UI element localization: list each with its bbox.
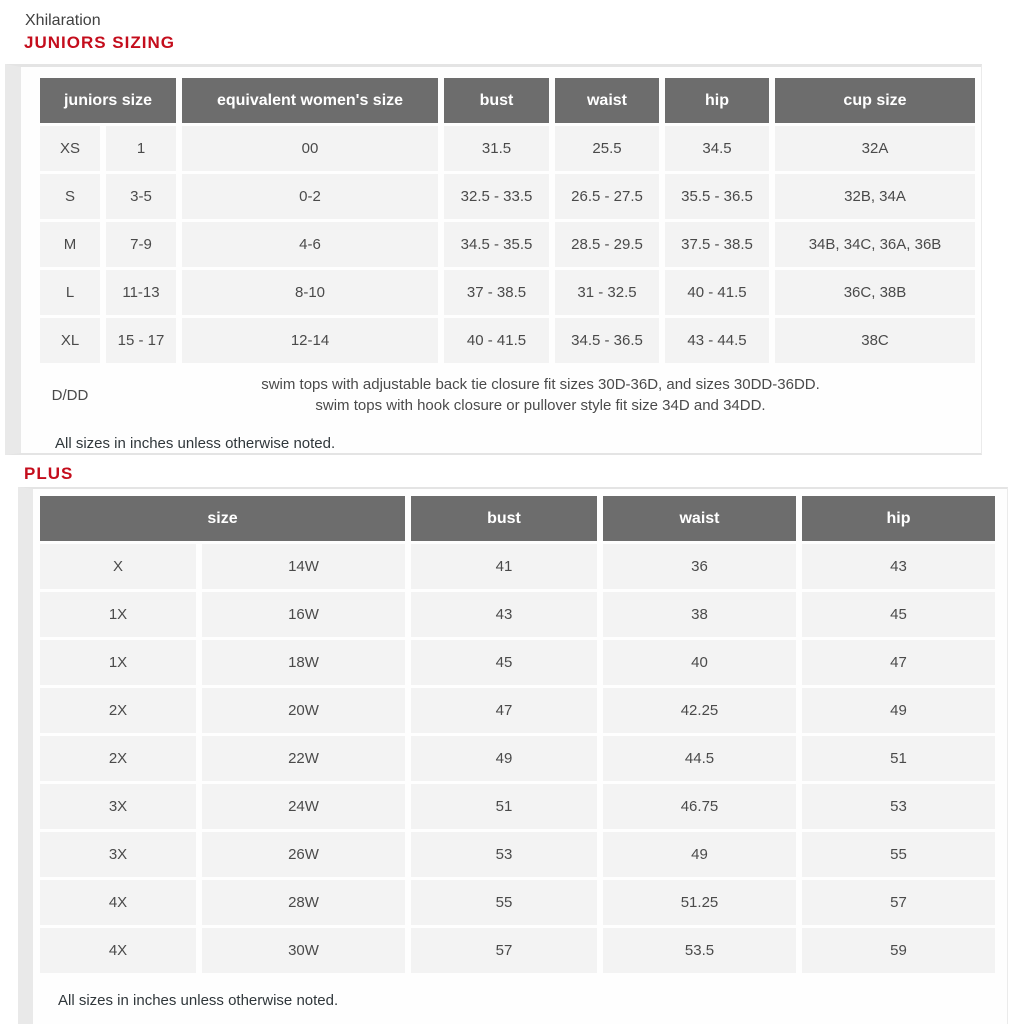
table-cell: 3-5 bbox=[106, 174, 176, 219]
table-cell: 18W bbox=[202, 640, 405, 685]
table-cell: 11-13 bbox=[106, 270, 176, 315]
brand-title: Xhilaration bbox=[25, 12, 101, 29]
table-cell: 12-14 bbox=[182, 318, 438, 363]
table-cell: 14W bbox=[202, 544, 405, 589]
table-cell: 57 bbox=[411, 928, 597, 973]
table-row bbox=[40, 270, 975, 315]
table-cell: 51 bbox=[802, 736, 995, 781]
plus-units-note: All sizes in inches unless otherwise noted. bbox=[58, 992, 339, 1009]
table-cell: 8-10 bbox=[182, 270, 438, 315]
table-cell: 2X bbox=[40, 688, 196, 733]
table-cell: 57 bbox=[802, 880, 995, 925]
ddd-description-line2: swim tops with hook closure or pullover style fit size 34D and 34DD. bbox=[315, 397, 766, 414]
table-cell: XS bbox=[40, 126, 100, 171]
table-cell: 42.25 bbox=[603, 688, 796, 733]
column-header-bust: bust bbox=[411, 496, 597, 541]
juniors-table-body bbox=[40, 126, 975, 363]
table-cell: 7-9 bbox=[106, 222, 176, 267]
column-header-size: size bbox=[40, 496, 405, 541]
table-cell: 43 - 44.5 bbox=[665, 318, 769, 363]
juniors-panel bbox=[5, 64, 982, 455]
table-row bbox=[40, 592, 995, 637]
table-row bbox=[40, 174, 975, 219]
table-cell: 49 bbox=[411, 736, 597, 781]
table-cell: L bbox=[40, 270, 100, 315]
table-row bbox=[40, 928, 995, 973]
table-cell: 38C bbox=[775, 318, 975, 363]
table-cell: 3X bbox=[40, 832, 196, 877]
juniors-section-title: JUNIORS SIZING bbox=[24, 33, 175, 52]
table-cell: 40 bbox=[603, 640, 796, 685]
table-cell: 1X bbox=[40, 592, 196, 637]
table-cell: 31 - 32.5 bbox=[555, 270, 659, 315]
table-cell: 34.5 bbox=[665, 126, 769, 171]
table-cell: 37.5 - 38.5 bbox=[665, 222, 769, 267]
ddd-label: D/DD bbox=[51, 386, 89, 404]
column-header-equivalent-womens-size: equivalent women's size bbox=[182, 78, 438, 123]
table-row bbox=[40, 640, 995, 685]
table-row bbox=[40, 784, 995, 829]
table-cell: 44.5 bbox=[603, 736, 796, 781]
table-cell: 26.5 - 27.5 bbox=[555, 174, 659, 219]
table-cell: 40 - 41.5 bbox=[444, 318, 549, 363]
table-cell: 51.25 bbox=[603, 880, 796, 925]
table-cell: 32A bbox=[775, 126, 975, 171]
table-cell: 1X bbox=[40, 640, 196, 685]
column-header-cup-size: cup size bbox=[775, 78, 975, 123]
ddd-description-line1: swim tops with adjustable back tie closure fit sizes 30D-36D, and sizes 30DD-36DD. bbox=[261, 376, 820, 393]
table-cell: S bbox=[40, 174, 100, 219]
table-cell: 38 bbox=[603, 592, 796, 637]
table-cell: 4X bbox=[40, 880, 196, 925]
table-row bbox=[40, 688, 995, 733]
table-cell: 31.5 bbox=[444, 126, 549, 171]
table-row bbox=[40, 544, 995, 589]
table-cell: 43 bbox=[411, 592, 597, 637]
table-row bbox=[40, 318, 975, 363]
table-cell: 53 bbox=[411, 832, 597, 877]
column-header-bust: bust bbox=[444, 78, 549, 123]
table-cell: 1 bbox=[106, 126, 176, 171]
table-cell: M bbox=[40, 222, 100, 267]
ddd-description bbox=[106, 366, 975, 424]
plus-section-title: PLUS bbox=[24, 464, 74, 483]
table-cell: 24W bbox=[202, 784, 405, 829]
table-row bbox=[40, 736, 995, 781]
table-cell: 22W bbox=[202, 736, 405, 781]
juniors-units-note: All sizes in inches unless otherwise noted. bbox=[55, 435, 336, 452]
table-cell: 2X bbox=[40, 736, 196, 781]
table-cell: 28.5 - 29.5 bbox=[555, 222, 659, 267]
table-cell: 53 bbox=[802, 784, 995, 829]
table-cell: 47 bbox=[411, 688, 597, 733]
table-cell: XL bbox=[40, 318, 100, 363]
table-cell: 20W bbox=[202, 688, 405, 733]
column-header-waist: waist bbox=[603, 496, 796, 541]
table-cell: 45 bbox=[802, 592, 995, 637]
table-cell: 51 bbox=[411, 784, 597, 829]
table-cell: X bbox=[40, 544, 196, 589]
plus-size-table bbox=[34, 493, 1001, 976]
table-cell: 25.5 bbox=[555, 126, 659, 171]
table-cell: 40 - 41.5 bbox=[665, 270, 769, 315]
table-cell: 3X bbox=[40, 784, 196, 829]
table-cell: 34.5 - 36.5 bbox=[555, 318, 659, 363]
table-cell: 43 bbox=[802, 544, 995, 589]
table-cell: 41 bbox=[411, 544, 597, 589]
table-cell: 55 bbox=[802, 832, 995, 877]
table-cell: 4X bbox=[40, 928, 196, 973]
ddd-row bbox=[40, 366, 975, 424]
column-header-juniors-size: juniors size bbox=[40, 78, 176, 123]
table-cell: 36C, 38B bbox=[775, 270, 975, 315]
table-cell: 35.5 - 36.5 bbox=[665, 174, 769, 219]
table-cell: 47 bbox=[802, 640, 995, 685]
column-header-hip: hip bbox=[802, 496, 995, 541]
column-header-waist: waist bbox=[555, 78, 659, 123]
table-cell: 32B, 34A bbox=[775, 174, 975, 219]
table-row bbox=[40, 880, 995, 925]
table-cell: 59 bbox=[802, 928, 995, 973]
table-row bbox=[40, 126, 975, 171]
table-cell: 55 bbox=[411, 880, 597, 925]
table-cell: 34.5 - 35.5 bbox=[444, 222, 549, 267]
table-cell: 46.75 bbox=[603, 784, 796, 829]
table-cell: 26W bbox=[202, 832, 405, 877]
table-row bbox=[40, 222, 975, 267]
juniors-size-table bbox=[34, 75, 981, 427]
table-cell: 15 - 17 bbox=[106, 318, 176, 363]
table-cell: 4-6 bbox=[182, 222, 438, 267]
column-header-hip: hip bbox=[665, 78, 769, 123]
table-cell: 00 bbox=[182, 126, 438, 171]
table-cell: 49 bbox=[802, 688, 995, 733]
table-cell: 30W bbox=[202, 928, 405, 973]
juniors-header-row bbox=[40, 78, 975, 123]
table-cell: 0-2 bbox=[182, 174, 438, 219]
table-cell: 32.5 - 33.5 bbox=[444, 174, 549, 219]
table-cell: 34B, 34C, 36A, 36B bbox=[775, 222, 975, 267]
table-cell: 37 - 38.5 bbox=[444, 270, 549, 315]
table-cell: 45 bbox=[411, 640, 597, 685]
table-cell: 28W bbox=[202, 880, 405, 925]
table-cell: 16W bbox=[202, 592, 405, 637]
plus-table-body bbox=[40, 544, 995, 973]
plus-header-row bbox=[40, 496, 995, 541]
plus-panel bbox=[18, 487, 1008, 1024]
table-cell: 36 bbox=[603, 544, 796, 589]
table-row bbox=[40, 832, 995, 877]
table-cell: 53.5 bbox=[603, 928, 796, 973]
table-cell: 49 bbox=[603, 832, 796, 877]
